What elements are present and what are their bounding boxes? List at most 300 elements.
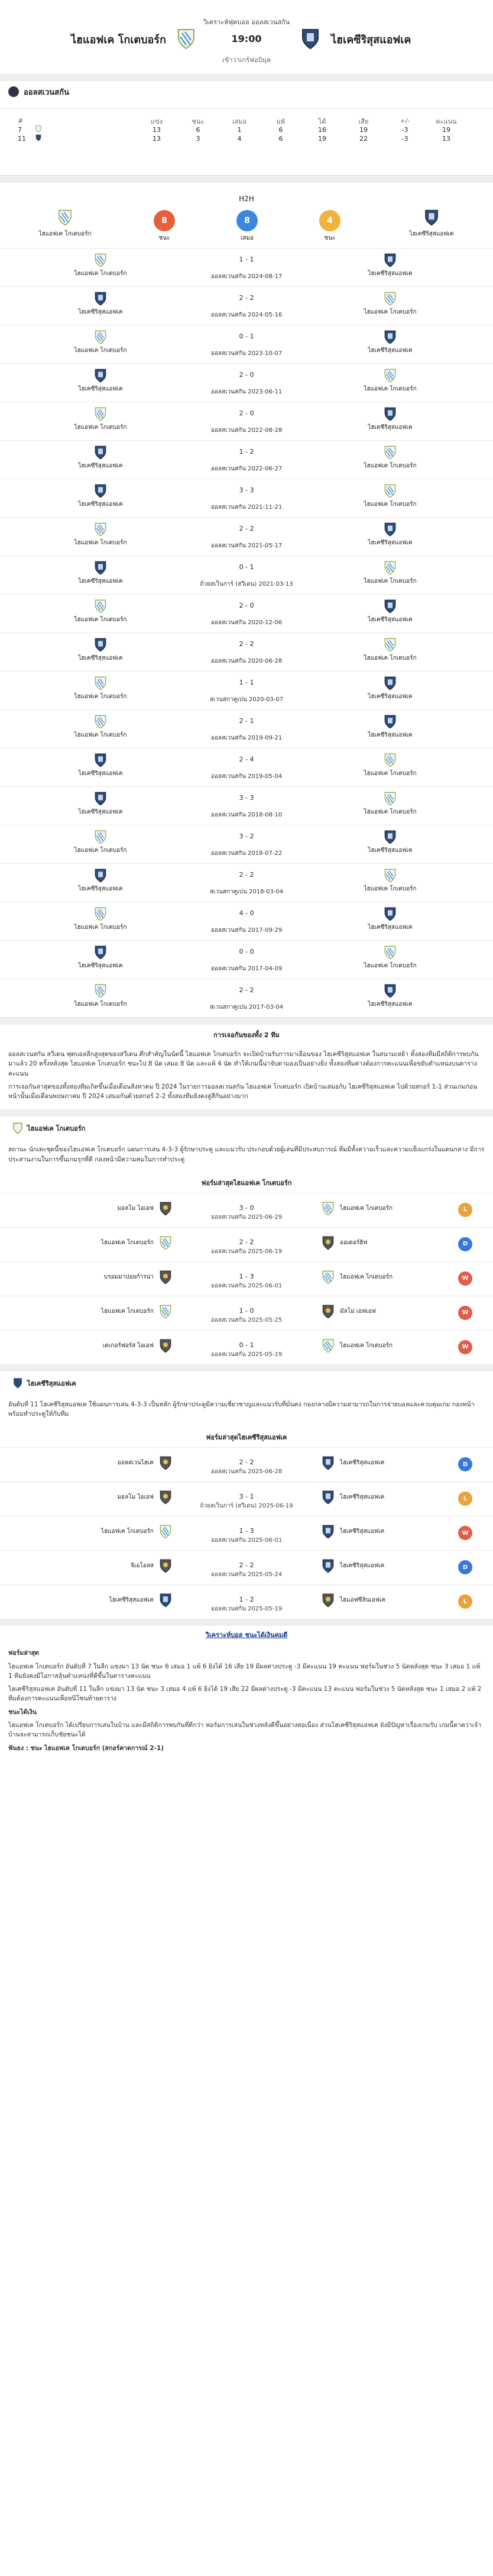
team-logo-icon (384, 753, 396, 767)
team-logo-icon (384, 599, 396, 614)
h2h-competition-date: สเวนสกาคูเปน 2017-03-04 (209, 1004, 284, 1011)
form-right-team: ออเดอร์ฮิฟ (340, 1239, 368, 1246)
h2h-right-team-name: ไฮแอฟเค โกเตบอร์ก (364, 386, 417, 392)
cell: 19 (442, 126, 450, 134)
cell: 3 (196, 135, 200, 143)
h2h-competition-date: ออลสเวนสกัน 2018-08-10 (210, 812, 283, 818)
match-subtitle: เข้าว่าเกร์ฟอบิมุค (222, 56, 271, 64)
standings-row (18, 134, 473, 143)
h2h-match-row[interactable] (0, 825, 493, 863)
h2h-right-team (343, 945, 437, 970)
prediction-paragraph: ไฮแอฟเค โกเตบอร์ก อันดับที่ 7 ในลีก แข่งมา 13 นัด ชนะ 6 เสมอ 1 แพ้ 6 ยิงได้ 16 เสีย 19 มีผลต่างประตู -3 มีคะแนน 19 คะแนน ฟอร์มในช่วง 5 นัดหลังสุด ชนะ 3 เสมอ 1 แพ้ 1 ทีมยังคงมีโอกาสลุ้นตำแหน่งที่ดีขึ้นในตารางคะแนน (8, 1663, 481, 1680)
h2h-right-team (343, 792, 437, 816)
team-logo-icon (384, 945, 396, 960)
cell: 16 (318, 126, 326, 134)
h2h-match-row[interactable] (0, 709, 493, 748)
h2h-match-row[interactable] (0, 632, 493, 671)
h2h-score: 2 - 2 (239, 294, 254, 302)
h2h-match-row[interactable] (0, 363, 493, 402)
h2h-right-team (343, 715, 437, 740)
h2h-score: 1 - 1 (239, 679, 254, 686)
team-logo-icon (384, 907, 396, 921)
team-logo-icon (384, 715, 396, 729)
home-form-list (0, 1193, 493, 1364)
h2h-away-team[interactable] (384, 209, 479, 238)
h2h-win-label: ชนะ (158, 235, 170, 241)
form-left-team: มอลโม ไอเอฟ (117, 1205, 154, 1212)
team-logo-icon (35, 125, 136, 134)
form-right-team: ไฮเคซีริสุสแอฟเค (340, 1460, 385, 1467)
h2h-label: H2H (239, 195, 254, 203)
team-logo-icon (35, 134, 136, 143)
h2h-left-team-name: ไฮแอฟเค โกเตบอร์ก (74, 616, 127, 623)
home-form-title: ฟอร์มล่าสุดไฮแอฟเค โกเตบอร์ก (201, 1179, 292, 1187)
separator (0, 1018, 493, 1025)
team-logo-icon (384, 484, 396, 498)
h2h-left-team-name: ไฮแอฟเค โกเตบอร์ก (74, 732, 127, 738)
h2h-score: 4 - 0 (239, 909, 254, 917)
h2h-right-team (343, 522, 437, 547)
away-form-title: ฟอร์มล่าสุดไฮเคซีริสุสแอฟเค (206, 1434, 287, 1442)
form-score: 1 - 3 (239, 1272, 254, 1280)
h2h-competition-date: ออลสเวนสกัน 2022-08-28 (210, 427, 283, 434)
separator (0, 176, 493, 183)
cell: -3 (401, 135, 408, 143)
h2h-competition-date: สเวนสกาคูเปน 2020-03-07 (209, 696, 284, 703)
prediction-body (0, 1644, 493, 1761)
result-badge: W (458, 1306, 472, 1320)
team-logo-icon (384, 407, 396, 421)
form-score: 2 - 2 (239, 1458, 254, 1467)
h2h-score: 2 - 1 (239, 717, 254, 725)
form-right-team: ไฮเคซีริสุสแอฟเค (340, 1563, 385, 1570)
prediction-pick: ฟันธง : ชนะ ไฮแอฟเค โกเตบอร์ก (สกอร์คาดการณ์ 2-1) (8, 1744, 164, 1752)
h2h-match-row[interactable] (0, 517, 493, 556)
h2h-left-team-name: ไฮเคซีริสุสแอฟเค (78, 501, 123, 508)
team-logo-icon (384, 522, 396, 537)
cell: 11 (18, 135, 26, 143)
h2h-competition-date: ออลสเวนสกัน 2017-04-09 (210, 966, 283, 972)
h2h-right-team-name: ไฮเคซีริสุสแอฟเค (368, 924, 413, 931)
result-badge: W (458, 1526, 472, 1540)
col-header: # (18, 117, 24, 125)
result-badge: L (458, 1203, 472, 1217)
h2h-match-row[interactable] (0, 402, 493, 440)
h2h-right-team-name: ไฮเคซีริสุสแอฟเค (368, 424, 413, 431)
h2h-right-team-name: ไฮเคซีริสุสแอฟเค (368, 616, 413, 623)
h2h-match-row[interactable] (0, 594, 493, 632)
team-logo-icon (322, 1593, 334, 1607)
form-left-team: ไฮแอฟเค โกเตบอร์ก (100, 1239, 154, 1246)
team-logo-icon (322, 1490, 334, 1505)
form-score: 0 - 1 (239, 1341, 254, 1349)
h2h-left-team-name: ไฮแอฟเค โกเตบอร์ก (74, 847, 127, 854)
h2h-score: 3 - 3 (239, 794, 254, 802)
h2h-score: 1 - 1 (239, 256, 254, 263)
form-competition-date: ออลสเวนสกัน 2025-05-24 (210, 1571, 283, 1578)
match-league: วิเคราะห์ฟุตบอล ออลสเวนสกัน (203, 18, 290, 26)
h2h-match-row[interactable] (0, 863, 493, 902)
h2h-right-team-name: ไฮเคซีริสุสแอฟเค (368, 693, 413, 700)
away-team-logo-icon (13, 1377, 22, 1389)
divider (0, 108, 493, 109)
h2h-match-row[interactable] (0, 940, 493, 979)
h2h-left-team-name: ไฮเคซีริสุสแอฟเค (78, 386, 123, 392)
away-form-list (0, 1447, 493, 1619)
form-left-team: ไฮแอฟเค โกเตบอร์ก (100, 1308, 154, 1315)
h2h-right-team-name: ไฮแอฟเค โกเตบอร์ก (364, 770, 417, 777)
form-left-team: จิเอโอลส (131, 1563, 154, 1570)
team-logo-icon (384, 369, 396, 383)
h2h-left-team-name: ไฮเคซีริสุสแอฟเค (78, 963, 123, 969)
form-match-row[interactable] (0, 1227, 493, 1261)
team-logo-icon (322, 1456, 334, 1470)
h2h-left-team-name: ไฮเคซีริสุสแอฟเค (78, 309, 123, 315)
h2h-right-team (343, 369, 437, 393)
col-header: +/- (400, 117, 410, 125)
h2h-left-team-name: ไฮเคซีริสุสแอฟเค (78, 578, 123, 585)
col-header: ได้ (318, 117, 326, 125)
away-team-logo-icon[interactable] (301, 28, 319, 50)
h2h-match-list (0, 248, 493, 1017)
form-match-row[interactable] (0, 1193, 493, 1227)
h2h-competition-date: ออลสเวนสกัน 2020-06-28 (210, 658, 283, 664)
h2h-left-team-name: ไฮเคซีริสุสแอฟเค (78, 770, 123, 777)
form-right-team: ไฮแอฟเค โกเตบอร์ก (340, 1205, 393, 1212)
prediction-paragraph: ไฮเคซีริสุสแอฟเค อันดับที่ 11 ในลีก แข่งมา 13 นัด ชนะ 3 เสมอ 4 แพ้ 6 ยิงได้ 19 เสีย 22 มีผลต่างประตู -3 มีคะแนน 13 คะแนน ฟอร์มในช่วง 5 นัดหลังสุด ชนะ 1 เสมอ 2 แพ้ 2 ทีมต้องการคะแนนเพื่อหนีโซนท้ายตาราง (8, 1686, 482, 1703)
h2h-left-team-name: ไฮเคซีริสุสแอฟเค (78, 809, 123, 815)
separator (0, 1109, 493, 1116)
h2h-right-team (343, 446, 437, 470)
form-score: 3 - 1 (239, 1493, 254, 1501)
h2h-section (0, 183, 493, 1018)
h2h-left-team-name: ไฮแอฟเค โกเตบอร์ก (74, 693, 127, 700)
col-header: เสีย (358, 117, 369, 125)
form-score: 1 - 2 (239, 1596, 254, 1604)
h2h-draw-count: 8 (236, 210, 258, 231)
h2h-home-name: ไฮแอฟเค โกเตบอร์ก (38, 231, 92, 237)
h2h-right-team (343, 292, 437, 317)
team-logo-icon (322, 1236, 334, 1250)
h2h-right-team-name: ไฮแอฟเค โกเตบอร์ก (364, 886, 417, 892)
form-competition-date: ออลสเวนสกัน 2025-06-01 (210, 1537, 283, 1544)
form-score: 1 - 3 (239, 1527, 254, 1535)
h2h-score: 3 - 2 (239, 832, 254, 840)
h2h-summary (0, 183, 493, 248)
team-logo-icon (384, 869, 396, 883)
h2h-match-row[interactable] (0, 325, 493, 363)
h2h-competition-date: ออลสเวนสกัน 2023-06-11 (210, 389, 283, 395)
team-logo-icon (384, 446, 396, 460)
h2h-competition-date: ออลสเวนสกัน 2024-05-16 (210, 312, 283, 318)
h2h-right-team-name: ไฮเคซีริสุสแอฟเค (368, 847, 413, 854)
h2h-match-row[interactable] (0, 786, 493, 825)
h2h-competition-date: ออลสเวนสกัน 2023-10-07 (210, 350, 283, 357)
result-badge: D (458, 1237, 472, 1251)
team-logo-icon (322, 1525, 334, 1539)
h2h-win-count: 8 (154, 210, 175, 231)
h2h-left-team-name: ไฮเคซีริสุสแอฟเค (78, 655, 123, 661)
team-logo-icon (384, 638, 396, 652)
h2h-match-row[interactable] (0, 479, 493, 517)
h2h-competition-date: ออลสเวนสกัน 2021-11-21 (210, 504, 283, 511)
cell: 6 (278, 135, 283, 143)
form-score: 2 - 2 (239, 1238, 254, 1246)
prediction-paragraph: ไฮแอฟเค โกเตบอร์ก ได้เปรียบการเล่นในบ้าน และมีสถิติการพบกันที่ดีกว่า ฟอร์มการเล่นในช่วงหลังดีขึ้นอย่างต่อเนื่อง ส่วนไฮเคซีริสุสแอฟเค ยังมีปัญหาเรื่องเกมรับ เกมนี้คาดว่าเจ้าบ้านจะสามารถเก็บชัยชนะได้ (8, 1721, 482, 1739)
h2h-score: 2 - 2 (239, 640, 254, 648)
standings-table (18, 117, 473, 143)
h2h-right-team (343, 753, 437, 778)
form-competition-date: ออลสเวนสกัน 2025-06-01 (210, 1282, 283, 1289)
h2h-left-team-name: ไฮแอฟเค โกเตบอร์ก (74, 924, 127, 931)
h2h-score: 2 - 2 (239, 525, 254, 532)
h2h-score: 1 - 2 (239, 448, 254, 456)
form-score: 1 - 0 (239, 1306, 254, 1315)
cell: -3 (401, 126, 408, 134)
h2h-match-row[interactable] (0, 671, 493, 709)
h2h-match-row[interactable] (0, 248, 493, 286)
h2h-score: 2 - 2 (239, 986, 254, 994)
home-team-logo-icon (58, 209, 72, 226)
home-team-name[interactable]: ไฮแอฟเค โกเตบอร์ก (71, 34, 166, 46)
standings-title-text: ออลสเวนสกัน (24, 88, 69, 97)
form-competition-date: ออลสเวนสกัน 2025-05-19 (210, 1351, 283, 1358)
analysis-section (0, 1025, 493, 1109)
h2h-away-name: ไฮเคซีริสุสแอฟเค (409, 231, 454, 237)
h2h-right-team (343, 869, 437, 893)
team-logo-icon (384, 792, 396, 806)
form-competition-date: ออลสเวนสกัน 2025-05-25 (210, 1316, 283, 1323)
h2h-match-row[interactable] (0, 902, 493, 940)
cell: 1 (237, 126, 242, 134)
home-form-team-name: ไฮแอฟเค โกเตบอร์ก (27, 1125, 86, 1133)
home-form-section (0, 1116, 493, 1364)
col-header: แพ้ (276, 117, 286, 125)
result-badge: D (458, 1457, 472, 1471)
h2h-score: 2 - 2 (239, 871, 254, 879)
form-left-team: ไฮแอฟเค โกเตบอร์ก (100, 1528, 154, 1535)
h2h-competition-date: ออลสเวนสกัน 2017-09-29 (210, 927, 283, 934)
team-logo-icon (322, 1270, 334, 1284)
team-logo-icon (384, 292, 396, 306)
form-match-row[interactable] (0, 1584, 493, 1619)
form-match-row[interactable] (0, 1550, 493, 1584)
h2h-right-team (343, 407, 437, 432)
h2h-left-team-name: ไฮแอฟเค โกเตบอร์ก (74, 347, 127, 354)
h2h-competition-date: ออลสเวนสกัน 2024-08-17 (210, 273, 283, 280)
analysis-title: การเจอกันของทั้ง 2 ทีม (213, 1031, 280, 1039)
h2h-competition-date: สเวนสกาคูเปน 2018-03-04 (209, 889, 284, 895)
home-form-description (0, 1140, 493, 1173)
team-logo-icon (384, 676, 396, 690)
h2h-score: 2 - 0 (239, 409, 254, 417)
col-header: แข่ง (151, 117, 163, 125)
cell: 22 (359, 135, 368, 143)
team-logo-icon (322, 1305, 334, 1319)
h2h-match-row[interactable] (0, 286, 493, 325)
result-badge: W (458, 1271, 472, 1286)
h2h-right-team-name: ไฮแอฟเค โกเตบอร์ก (364, 809, 417, 815)
team-logo-icon (384, 984, 396, 998)
form-right-team: ไฮเคซีริสุสแอฟเค (340, 1528, 385, 1535)
h2h-right-team (343, 330, 437, 355)
form-right-team: มัลโม่ เอฟเอฟ (340, 1308, 376, 1315)
prediction-heading: ชนะได้เงิน (8, 1708, 37, 1716)
match-time: 19:00 (231, 33, 262, 44)
h2h-left-team-name: ไฮแอฟเค โกเตบอร์ก (74, 540, 127, 546)
form-left-team: มอลโม ไอเอฟ (117, 1494, 154, 1501)
league-icon (8, 86, 19, 97)
form-left-team: ไฮเคซีริสุสแอฟเค (109, 1597, 154, 1604)
h2h-right-team (343, 561, 437, 586)
h2h-competition-date: ออลสเวนสกัน 2020-12-06 (210, 619, 283, 626)
team-logo-icon (322, 1559, 334, 1573)
form-right-team: ไฮแอฟเค โกเตบอร์ก (340, 1342, 393, 1349)
prediction-heading: ฟอร์มล่าสุด (8, 1649, 39, 1657)
home-form-team-header[interactable] (0, 1116, 493, 1140)
form-match-row[interactable] (0, 1330, 493, 1364)
h2h-competition-date: ออลสเวนสกัน 2019-09-21 (210, 735, 283, 741)
analysis-paragraph: การเจอกันล่าสุดของทั้งสองทีมเกิดขึ้นเมื่อเดือนสิงหาคม ปี 2024 ในรายการออลสเวนสกัน ไฮแอฟเค โกเตบอร์ก เปิดบ้านเสมอกับ ไฮเคซีริสุสแอฟเค ไปด้วยสกอร์ 1-1 ส่วนเกมก่อนหน้านั้นเมื่อเดือนพฤษภาคม ปี 2024 เสมอกันด้วยสกอร์ 2-2 ทั้งสองทีมยังคงสูสีกันอย่างมาก (8, 1083, 478, 1100)
result-badge: D (458, 1560, 472, 1574)
col-header: เสมอ (232, 117, 247, 125)
prediction-title-link[interactable]: วิเคราะห์บอล ชนะได้เงินคมดี (205, 1631, 288, 1639)
form-right-team: ไฮแอฟซีลินเอฟเค (340, 1597, 386, 1604)
form-match-row[interactable] (0, 1481, 493, 1516)
form-right-team: ไฮเคซีริสุสแอฟเค (340, 1494, 385, 1501)
h2h-right-team-name: ไฮแอฟเค โกเตบอร์ก (364, 655, 417, 661)
cell: 7 (18, 126, 22, 134)
h2h-left-team-name: ไฮเคซีริสุสแอฟเค (78, 463, 123, 469)
h2h-competition-date: ถ้วยสเว็นการ์ (สวีเดน) 2021-03-13 (200, 581, 293, 587)
h2h-right-team-name: ไฮเคซีริสุสแอฟเค (368, 1001, 413, 1008)
cell: 19 (359, 126, 368, 134)
h2h-match-row[interactable] (0, 440, 493, 479)
h2h-right-team-name: ไฮแอฟเค โกเตบอร์ก (364, 578, 417, 585)
h2h-lose-label: ชนะ (324, 235, 336, 241)
form-score: 3 - 0 (239, 1203, 254, 1212)
standings-section (0, 81, 493, 176)
h2h-right-team (343, 253, 437, 278)
form-match-row[interactable] (0, 1261, 493, 1296)
away-form-section (0, 1371, 493, 1619)
h2h-draw-label: เสมอ (240, 235, 254, 241)
home-team-logo-icon (13, 1122, 22, 1134)
away-team-name[interactable]: ไฮเคซีริสุสแอฟเค (331, 34, 411, 46)
h2h-score: 0 - 1 (239, 563, 254, 571)
away-form-description (0, 1395, 493, 1428)
form-match-row[interactable] (0, 1516, 493, 1550)
team-logo-icon (322, 1202, 334, 1216)
match-header (0, 0, 493, 74)
h2h-match-row[interactable] (0, 979, 493, 1017)
h2h-competition-date: ออลสเวนสกัน 2022-06-27 (210, 466, 283, 472)
analysis-paragraph: ออลสเวนสกัน สวีเดน ฟุตบอลลีกสูงสุดของสวีเดน ศึกสำคัญในนัดนี้ ไฮแอฟเค โกเตบอร์ก จะเปิดบ้านรับการมาเยือนของ ไฮเคซีริสุสแอฟเค ในสนามเหย้า ทั้งสองทีมมีสถิติการพบกันมาแล้ว 20 ครั้งหลังสุด ไฮแอฟเค โกเตบอร์ก ชนะไป 8 นัด เสมอ 8 นัด และแพ้ 4 นัด ทำให้เกมนี้น่าจับตามองเป็นอย่างยิ่ง ทั้งสองทีมต่างต้องการคะแนนเพื่อขยับตำแหน่งบนตารางคะแนน (8, 1051, 479, 1077)
h2h-right-team-name: ไฮเคซีริสุสแอฟเค (368, 347, 413, 354)
h2h-score: 2 - 0 (239, 371, 254, 379)
h2h-right-team-name: ไฮแอฟเค โกเตบอร์ก (364, 463, 417, 469)
h2h-right-team (343, 599, 437, 624)
analysis-body (0, 1045, 493, 1109)
h2h-score: 2 - 4 (239, 756, 254, 763)
h2h-left-team-name: ไฮเคซีริสุสแอฟเค (78, 886, 123, 892)
cell: 13 (153, 135, 161, 143)
h2h-score: 0 - 1 (239, 333, 254, 340)
h2h-competition-date: ออลสเวนสกัน 2019-05-04 (210, 773, 283, 780)
form-competition-date: ออลสเวนสกัน 2025-06-19 (210, 1248, 283, 1255)
standings-title (0, 81, 493, 102)
result-badge: L (458, 1594, 472, 1609)
team-logo-icon (384, 561, 396, 575)
h2h-right-team (343, 984, 437, 1009)
cell: 6 (196, 126, 200, 134)
team-logo-icon (384, 330, 396, 344)
h2h-score: 3 - 3 (239, 486, 254, 494)
h2h-right-team-name: ไฮเคซีริสุสแอฟเค (368, 270, 413, 277)
h2h-right-team-name: ไฮเคซีริสุสแอฟเค (368, 732, 413, 738)
form-match-row[interactable] (0, 1447, 493, 1481)
h2h-right-team (343, 638, 437, 663)
h2h-right-team (343, 907, 437, 932)
team-logo-icon (384, 830, 396, 844)
h2h-right-team (343, 830, 437, 855)
h2h-left-team-name: ไฮแอฟเค โกเตบอร์ก (74, 1001, 127, 1008)
form-competition-date: ออลสเวนสกัน 2025-06-29 (210, 1213, 283, 1221)
team-logo-icon (384, 253, 396, 267)
form-competition-date: ถ้วยสเว็นการ์ (สวีเดน) 2025-06-19 (200, 1503, 293, 1510)
away-form-paragraph: อันดับที่ 11 ไฮเคซีริสุสแอฟเค ใช้แผนการเล่น 4-3-3 เป็นหลัก ผู้รักษาประตูมีความเชี่ยวชาญและแนวรับที่มั่นคง กองกลางมีความสามารถในการจ่ายบอลและควบคุมเกม กองหน้าพร้อมทำประตูให้กับทีม (8, 1400, 475, 1418)
cell: 13 (442, 135, 450, 143)
cell: 19 (318, 135, 326, 143)
away-form-team-name: ไฮเคซีริสุสแอฟเค (27, 1379, 76, 1387)
h2h-left-team-name: ไฮแอฟเค โกเตบอร์ก (74, 424, 127, 431)
h2h-right-team-name: ไฮเคซีริสุสแอฟเค (368, 540, 413, 546)
home-form-paragraph: สถานะ นักเตะชุดนี้ของไฮแอฟเค โกเตบอร์ก แผนการเล่น 4-3-3 ผู้รักษาประตู และแนวรับ ประกอบด้วยผู้เล่นที่มีประสบการณ์ ทีมมีทั้งความเร็วและความแข็งแกร่งในแดนกลาง มีการประสานงานในการขึ้นเกมรุกที่ดี กองหน้ามีความคมในการทำประตู (8, 1146, 485, 1163)
h2h-competition-date: ออลสเวนสกัน 2021-05-17 (210, 543, 283, 549)
col-header: ชนะ (192, 117, 205, 125)
separator (0, 1619, 493, 1626)
h2h-home-team[interactable] (18, 209, 112, 238)
h2h-right-team-name: ไฮแอฟเค โกเตบอร์ก (364, 501, 417, 508)
form-left-team: เดเกอร์ฟอร์ส ไอเอฟ (102, 1342, 154, 1349)
h2h-left-team-name: ไฮแอฟเค โกเตบอร์ก (74, 270, 127, 277)
h2h-lose-count: 4 (319, 210, 340, 231)
team-logo-icon (322, 1339, 334, 1353)
h2h-score: 0 - 0 (239, 948, 254, 955)
result-badge: L (458, 1492, 472, 1506)
form-competition-date: ออลสเวนสกัน 2025-05-19 (210, 1606, 283, 1613)
form-match-row[interactable] (0, 1296, 493, 1330)
prediction-section (0, 1626, 493, 1761)
separator (0, 1364, 493, 1371)
h2h-competition-date: ออลสเวนสกัน 2018-07-22 (210, 850, 283, 857)
away-form-team-header[interactable] (0, 1371, 493, 1395)
form-right-team: ไฮแอฟเค โกเตบอร์ก (340, 1273, 393, 1280)
h2h-right-team (343, 484, 437, 509)
form-left-team: ออลสเวนไฮเค (117, 1460, 154, 1467)
h2h-match-row[interactable] (0, 748, 493, 786)
h2h-match-row[interactable] (0, 556, 493, 594)
standings-row (18, 125, 473, 134)
form-left-team: บรอมมาปอยก์ารน่า (103, 1273, 154, 1280)
form-score: 2 - 2 (239, 1561, 254, 1570)
cell: 13 (153, 126, 161, 134)
h2h-score: 2 - 0 (239, 602, 254, 609)
h2h-right-team-name: ไฮแอฟเค โกเตบอร์ก (364, 309, 417, 315)
form-competition-date: ออลสเวนสกัน 2025-06-28 (210, 1468, 283, 1476)
h2h-right-team (343, 676, 437, 701)
col-header: คะแนน (436, 117, 457, 125)
